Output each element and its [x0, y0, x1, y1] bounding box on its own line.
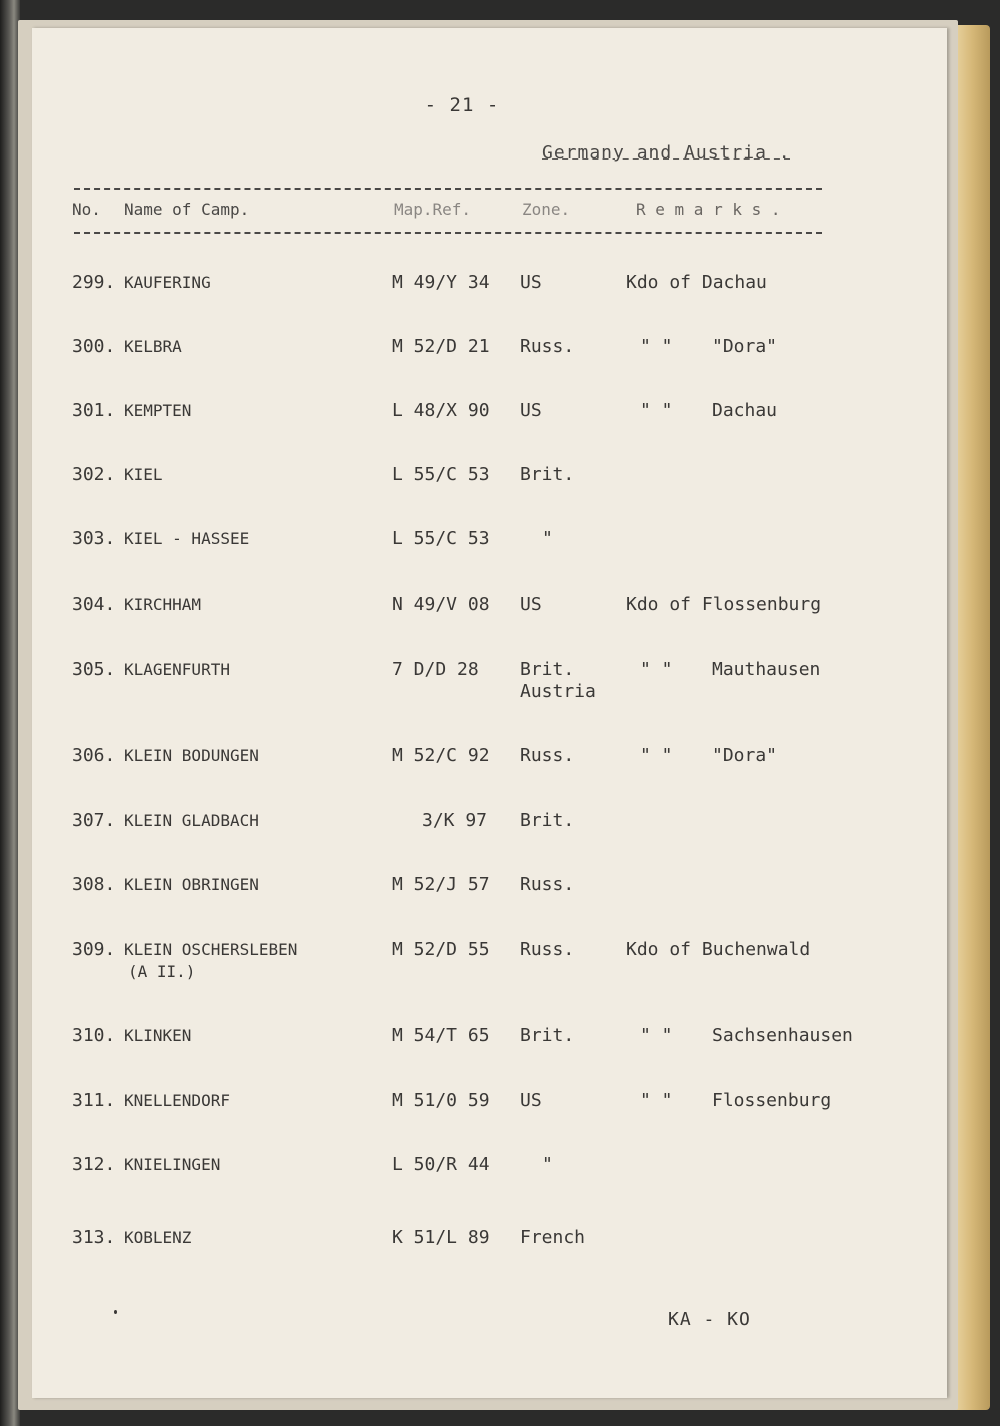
page-number: - 21 - — [424, 94, 500, 116]
table-row — [32, 745, 947, 815]
remarks: Dachau — [712, 400, 778, 421]
zone: Russ. — [520, 939, 575, 960]
map-ref: K 51/L 89 — [392, 1227, 490, 1248]
zone: Brit. — [520, 659, 575, 680]
zone: " — [542, 1154, 553, 1175]
ink-speck — [114, 1310, 117, 1314]
zone: French — [520, 1227, 586, 1248]
camp-name: KLEIN OSCHERSLEBEN — [124, 940, 298, 959]
header-rule-bottom — [74, 232, 822, 234]
map-ref: L 55/C 53 — [392, 528, 490, 549]
camp-name: KEMPTEN — [124, 401, 192, 420]
camp-name: KELBRA — [124, 337, 182, 356]
region-title: Germany and Austria . — [542, 142, 791, 163]
map-ref: M 52/D 21 — [392, 336, 490, 357]
zone: Brit. — [520, 1025, 575, 1046]
row-number: 306. — [72, 745, 116, 766]
row-number: 301. — [72, 400, 116, 421]
remarks: Sachsenhausen — [712, 1025, 853, 1046]
row-number: 310. — [72, 1025, 116, 1046]
map-ref: 7 D/D 28 — [392, 659, 479, 680]
row-number: 311. — [72, 1090, 116, 1111]
row-number: 312. — [72, 1154, 116, 1175]
table-row — [32, 659, 947, 729]
ditto-marks: " " — [640, 745, 673, 766]
table-row — [32, 1227, 947, 1297]
camp-name: KIEL — [124, 465, 163, 484]
table-row — [32, 528, 947, 598]
map-ref: M 51/0 59 — [392, 1090, 490, 1111]
camp-name: KLEIN GLADBACH — [124, 811, 259, 830]
table-row — [32, 1154, 947, 1224]
camp-name: KOBLENZ — [124, 1228, 192, 1247]
camp-name: KLAGENFURTH — [124, 660, 230, 679]
column-header-map-ref: Map.Ref. — [394, 200, 472, 219]
table-row — [32, 272, 947, 342]
camp-name: KNIELINGEN — [124, 1155, 221, 1174]
table-row — [32, 810, 947, 880]
row-number: 313. — [72, 1227, 116, 1248]
camp-name: KLEIN OBRINGEN — [124, 875, 259, 894]
table-row — [32, 1025, 947, 1095]
camp-name: KIRCHHAM — [124, 595, 202, 614]
table-row — [32, 400, 947, 470]
zone: Russ. — [520, 745, 575, 766]
zone: Russ. — [520, 874, 575, 895]
zone: US — [520, 400, 542, 421]
ditto-marks: " " — [640, 400, 673, 421]
zone-second-line: Austria — [520, 681, 596, 702]
camp-name: KIEL - HASSEE — [124, 529, 250, 548]
row-number: 304. — [72, 594, 116, 615]
remarks: Kdo of Buchenwald — [626, 939, 811, 960]
zone: Brit. — [520, 464, 575, 485]
camp-name: KAUFERING — [124, 273, 211, 292]
remarks: Flossenburg — [712, 1090, 832, 1111]
remarks: Kdo of Flossenburg — [626, 594, 822, 615]
row-number: 309. — [72, 939, 116, 960]
column-header-zone: Zone. — [522, 200, 571, 219]
table-row — [32, 939, 947, 1009]
map-ref: M 52/C 92 — [392, 745, 490, 766]
remarks: "Dora" — [712, 336, 778, 357]
remarks-cell — [626, 400, 946, 422]
camp-name: KLEIN BODUNGEN — [124, 746, 259, 765]
table-row — [32, 464, 947, 534]
column-header-no: No. — [72, 200, 101, 219]
table-row — [32, 874, 947, 944]
map-ref: M 52/D 55 — [392, 939, 490, 960]
map-ref: L 50/R 44 — [392, 1154, 490, 1175]
zone: US — [520, 1090, 542, 1111]
row-number: 303. — [72, 528, 116, 549]
ditto-marks: " " — [640, 1090, 673, 1111]
row-number: 300. — [72, 336, 116, 357]
remarks-cell — [626, 745, 946, 767]
map-ref: M 52/J 57 — [392, 874, 490, 895]
ditto-marks: " " — [640, 1025, 673, 1046]
map-ref: M 49/Y 34 — [392, 272, 490, 293]
page-footer-range: KA - KO — [668, 1309, 751, 1330]
map-ref: N 49/V 08 — [392, 594, 490, 615]
map-ref: 3/K 97 — [422, 810, 488, 831]
remarks-cell — [626, 1025, 946, 1047]
remarks-cell — [626, 336, 946, 358]
binder-edge — [0, 0, 20, 1426]
row-number: 302. — [72, 464, 116, 485]
camp-name: KLINKEN — [124, 1026, 192, 1045]
zone: US — [520, 272, 542, 293]
column-header-remarks: R e m a r k s . — [636, 200, 781, 219]
camp-name: KNELLENDORF — [124, 1091, 230, 1110]
remarks: "Dora" — [712, 745, 778, 766]
map-ref: L 48/X 90 — [392, 400, 490, 421]
remarks: Mauthausen — [712, 659, 821, 680]
row-number: 307. — [72, 810, 116, 831]
zone: Brit. — [520, 810, 575, 831]
zone: Russ. — [520, 336, 575, 357]
table-row — [32, 594, 947, 664]
table-row — [32, 336, 947, 406]
remarks: Kdo of Dachau — [626, 272, 767, 293]
camp-name-second-line: (A II.) — [128, 962, 196, 981]
zone: US — [520, 594, 542, 615]
header-rule-top — [74, 188, 822, 190]
ditto-marks: " " — [640, 659, 673, 680]
remarks-cell — [626, 1090, 946, 1112]
row-number: 299. — [72, 272, 116, 293]
remarks-cell — [626, 659, 946, 681]
map-ref: L 55/C 53 — [392, 464, 490, 485]
column-header-name: Name of Camp. — [124, 200, 250, 219]
ditto-marks: " " — [640, 336, 673, 357]
map-ref: M 54/T 65 — [392, 1025, 490, 1046]
table-row — [32, 1090, 947, 1160]
row-number: 308. — [72, 874, 116, 895]
zone: " — [542, 528, 553, 549]
document-page — [32, 28, 947, 1398]
row-number: 305. — [72, 659, 116, 680]
